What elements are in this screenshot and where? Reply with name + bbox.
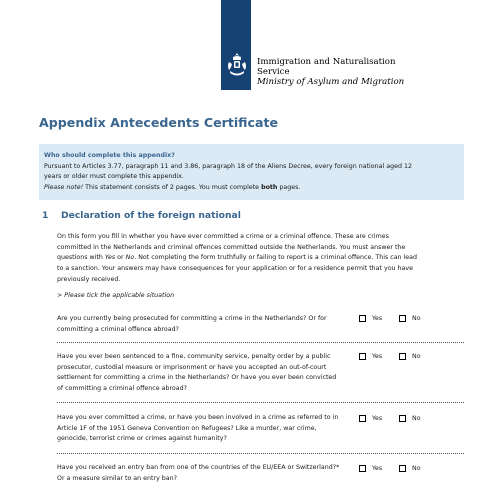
question-line: genocide, terrorist crime or crimes against humanity?: [57, 435, 227, 443]
tick-instruction: > Please tick the applicable situation: [57, 292, 175, 299]
intro-line: committed in the Netherlands and criminal offences committed outside the Netherlands. You must answer the: [57, 243, 406, 251]
no-checkbox[interactable]: [399, 315, 406, 322]
info-question: Who should complete this appendix?: [44, 152, 175, 159]
question-line: Have you ever committed a crime, or have you been involved in a crime as referred to in: [57, 414, 339, 421]
question-line: committing a criminal offence abroad?: [57, 325, 179, 333]
note-text-b: pages.: [277, 183, 301, 191]
yes-label: Yes: [372, 415, 383, 422]
question-line: settlement for committing a crime in the Netherlands? Or have you ever been convicted: [57, 374, 337, 382]
yes-label: Yes: [372, 353, 383, 360]
question-line: Have you ever been sentenced to a fine, community service, penalty order by a public: [57, 353, 331, 360]
no-label: No: [412, 465, 421, 472]
intro-line: [57, 253, 464, 264]
intro-text: questions with: [57, 254, 105, 262]
divider: [57, 453, 464, 454]
info-line-1: Pursuant to Articles 3.77, paragraph 11 and 3.86, paragraph 18 of the Aliens Decree, every foreign national aged 12: [44, 162, 412, 170]
agency-line-2: Service: [257, 67, 290, 77]
info-line-2: years or older must complete this appendix.: [44, 173, 184, 181]
intro-line: On this form you fill in whether you have ever committed a crime or a criminal offence. These are crimes: [57, 233, 389, 240]
yes-checkbox[interactable]: [359, 465, 366, 472]
note-label: Please note!: [44, 183, 84, 191]
question-line: prosecutor, custodial measure or imprisonment or have you accepted an out-of-court: [57, 363, 327, 371]
question-line: Article 1F of the 1951 Geneva Convention on Refugees? Like a murder, war crime,: [57, 424, 317, 432]
no-label: No: [412, 415, 421, 422]
question-1: [57, 314, 347, 335]
question-3: [57, 413, 347, 445]
yes-checkbox[interactable]: [359, 315, 366, 322]
question-line: Are you currently being prosecuted for committing a crime in the Netherlands? Or for: [57, 315, 327, 322]
section-title: Declaration of the foreign national: [61, 210, 241, 221]
no-checkbox[interactable]: [399, 415, 406, 422]
yes-label: Yes: [372, 315, 383, 322]
intro-line: to a sanction. Your answers may have consequences for your application or for a residence permit that you have: [57, 265, 414, 273]
intro-line: previously received.: [57, 275, 121, 283]
no-label: No: [412, 353, 421, 360]
agency-name: [257, 57, 404, 87]
yes-checkbox[interactable]: [359, 415, 366, 422]
intro-text: . Not completing the form truthfully or failing to report is a criminal offence. This can lead: [134, 254, 418, 262]
intro-yes: Yes: [104, 254, 116, 262]
note-text-a: This statement consists of 2 pages. You must complete: [83, 183, 262, 191]
divider: [57, 402, 464, 403]
question-line: Have you received an entry ban from one of the countries of the EU/EEA or Switzerland?*: [57, 464, 340, 471]
coat-of-arms-icon: [226, 52, 248, 78]
agency-line-3: Ministry of Asylum and Migration: [257, 77, 405, 87]
info-note: [44, 183, 464, 194]
intro-text: or: [115, 254, 126, 262]
no-checkbox[interactable]: [399, 465, 406, 472]
agency-line-1: Immigration and Naturalisation: [257, 57, 396, 67]
intro-paragraph: [57, 232, 464, 286]
question-line: of committing a criminal offence abroad?: [57, 384, 187, 392]
section-heading: [42, 210, 241, 221]
question-2: [57, 352, 347, 394]
info-box: [39, 144, 464, 200]
yes-label: Yes: [372, 465, 383, 472]
section-number: 1: [42, 210, 49, 221]
question-4: [57, 463, 347, 484]
document-title: Appendix Antecedents Certificate: [39, 115, 279, 130]
question-line: Or a measure similar to an entry ban?: [57, 474, 177, 482]
no-checkbox[interactable]: [399, 353, 406, 360]
yes-checkbox[interactable]: [359, 353, 366, 360]
divider: [57, 342, 464, 343]
intro-no: No: [125, 254, 135, 262]
note-bold: both: [261, 183, 278, 191]
no-label: No: [412, 315, 421, 322]
